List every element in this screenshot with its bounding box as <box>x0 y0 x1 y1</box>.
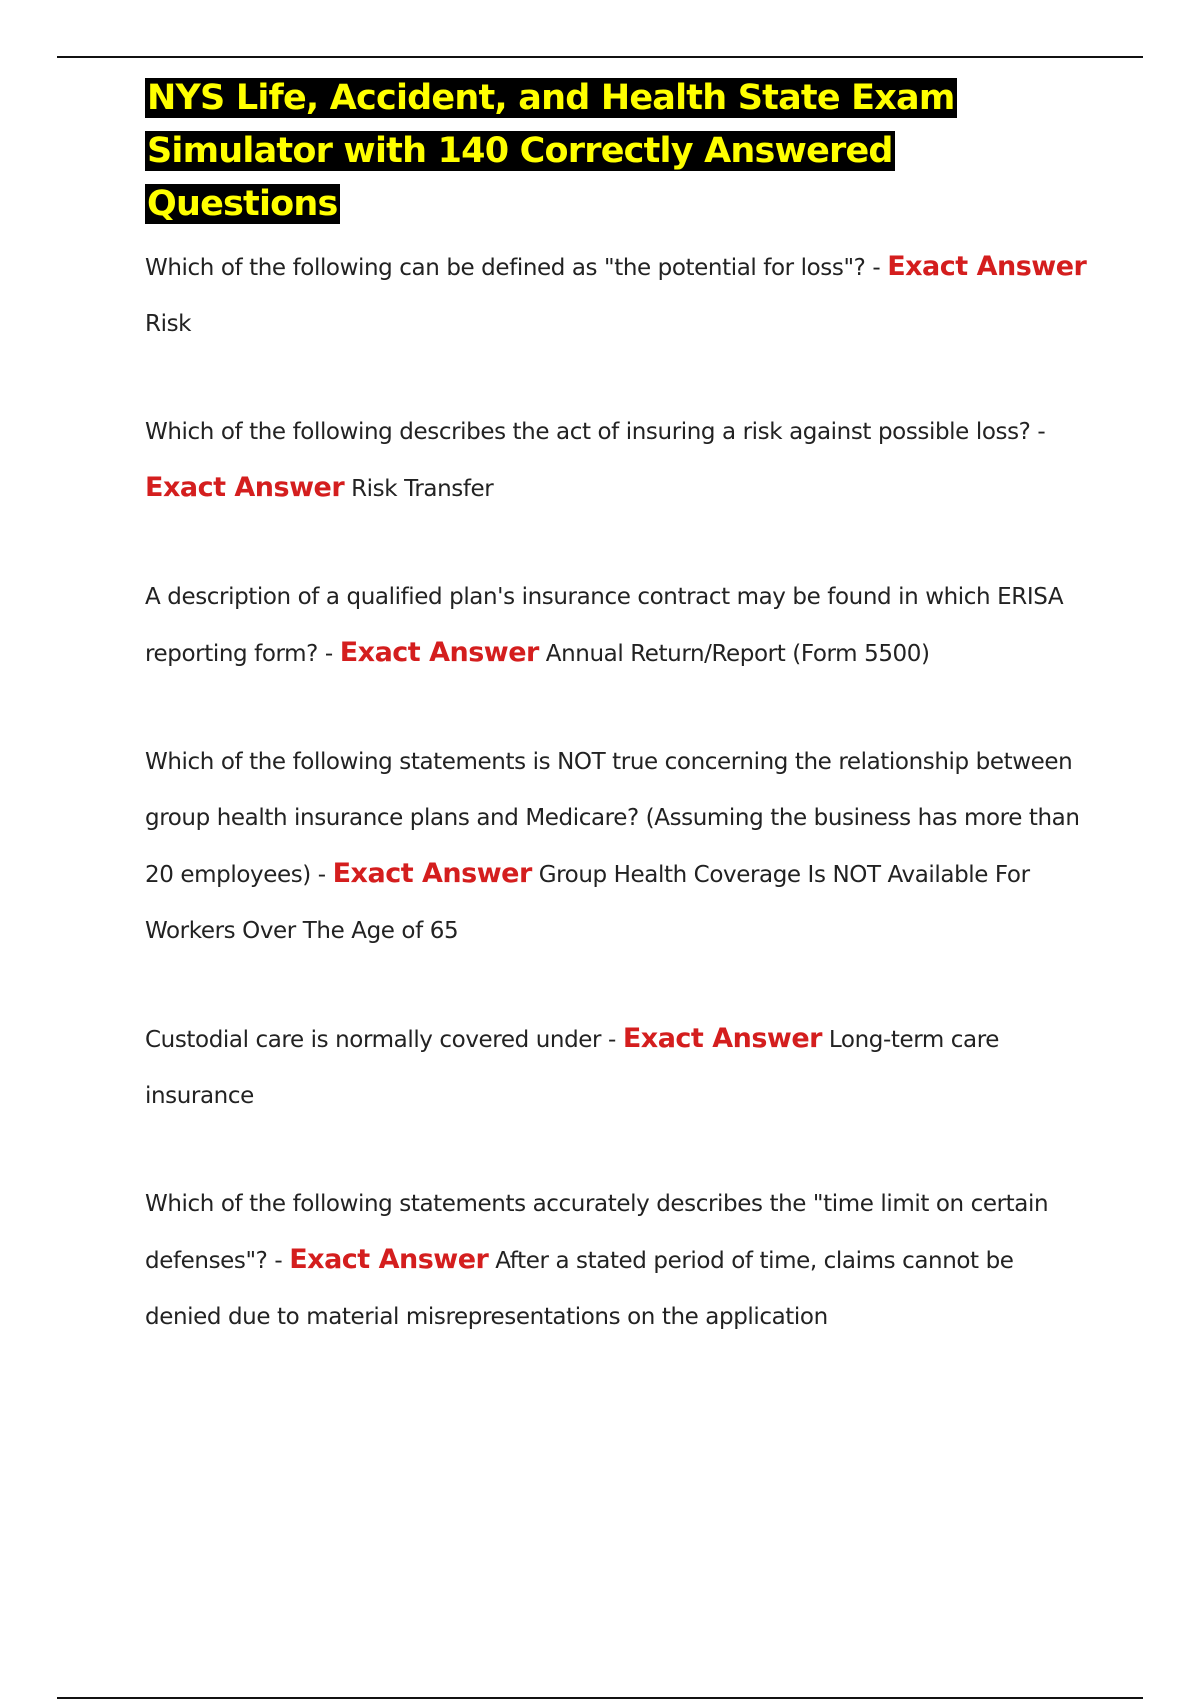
separator: - <box>601 1027 623 1053</box>
separator: - <box>310 862 333 888</box>
separator: - <box>317 641 340 667</box>
bottom-rule <box>57 1697 1143 1699</box>
question-text: Custodial care is normally covered under <box>145 1027 602 1053</box>
qa-item <box>145 734 1090 959</box>
document-title-text: NYS Life, Accident, and Health State Exam Simulator with 140 Correctly Answered Questions <box>147 78 955 224</box>
answer-label: Exact Answer <box>332 858 532 889</box>
answer-text: Annual Return/Report (Form 5500) <box>545 641 930 667</box>
answer-text: Group Health Coverage Is NOT Available For Workers Over The Age of 65 <box>145 862 1030 944</box>
separator: - <box>865 255 888 281</box>
answer-label: Exact Answer <box>622 1023 822 1054</box>
answer-text: After a stated period of time, claims cannot be denied due to material misrepresentations on the application <box>145 1248 1014 1330</box>
question-text: Which of the following statements is NOT true concerning the relationship between group health insurance plans and Medicare? (Assuming the business has more than 20 employees) <box>145 749 1080 888</box>
question-text: Which of the following describes the act of insuring a risk against possible loss? <box>145 419 1031 445</box>
question-text: Which of the following can be defined as "the potential for loss"? <box>145 255 866 281</box>
separator: - <box>267 1248 290 1274</box>
qa-item <box>145 1011 1090 1124</box>
answer-label: Exact Answer <box>339 637 539 668</box>
qa-item <box>145 404 1090 517</box>
answer-text: Long-term care insurance <box>145 1027 1000 1109</box>
top-rule <box>57 56 1143 58</box>
document-title <box>145 72 1090 231</box>
qa-item <box>145 1176 1090 1345</box>
answer-text: Risk <box>145 311 192 337</box>
question-text: Which of the following statements accurately describes the "time limit on certain defenses"? <box>145 1191 1049 1274</box>
qa-item <box>145 239 1090 352</box>
answer-label: Exact Answer <box>289 1244 489 1275</box>
document-body <box>145 72 1090 1397</box>
question-text: A description of a qualified plan's insurance contract may be found in which ERISA reporting form? <box>145 584 1064 667</box>
qa-item <box>145 569 1090 682</box>
answer-label: Exact Answer <box>887 251 1087 282</box>
answer-text: Risk Transfer <box>351 476 494 502</box>
separator: - <box>1030 419 1046 445</box>
answer-label: Exact Answer <box>145 472 345 503</box>
